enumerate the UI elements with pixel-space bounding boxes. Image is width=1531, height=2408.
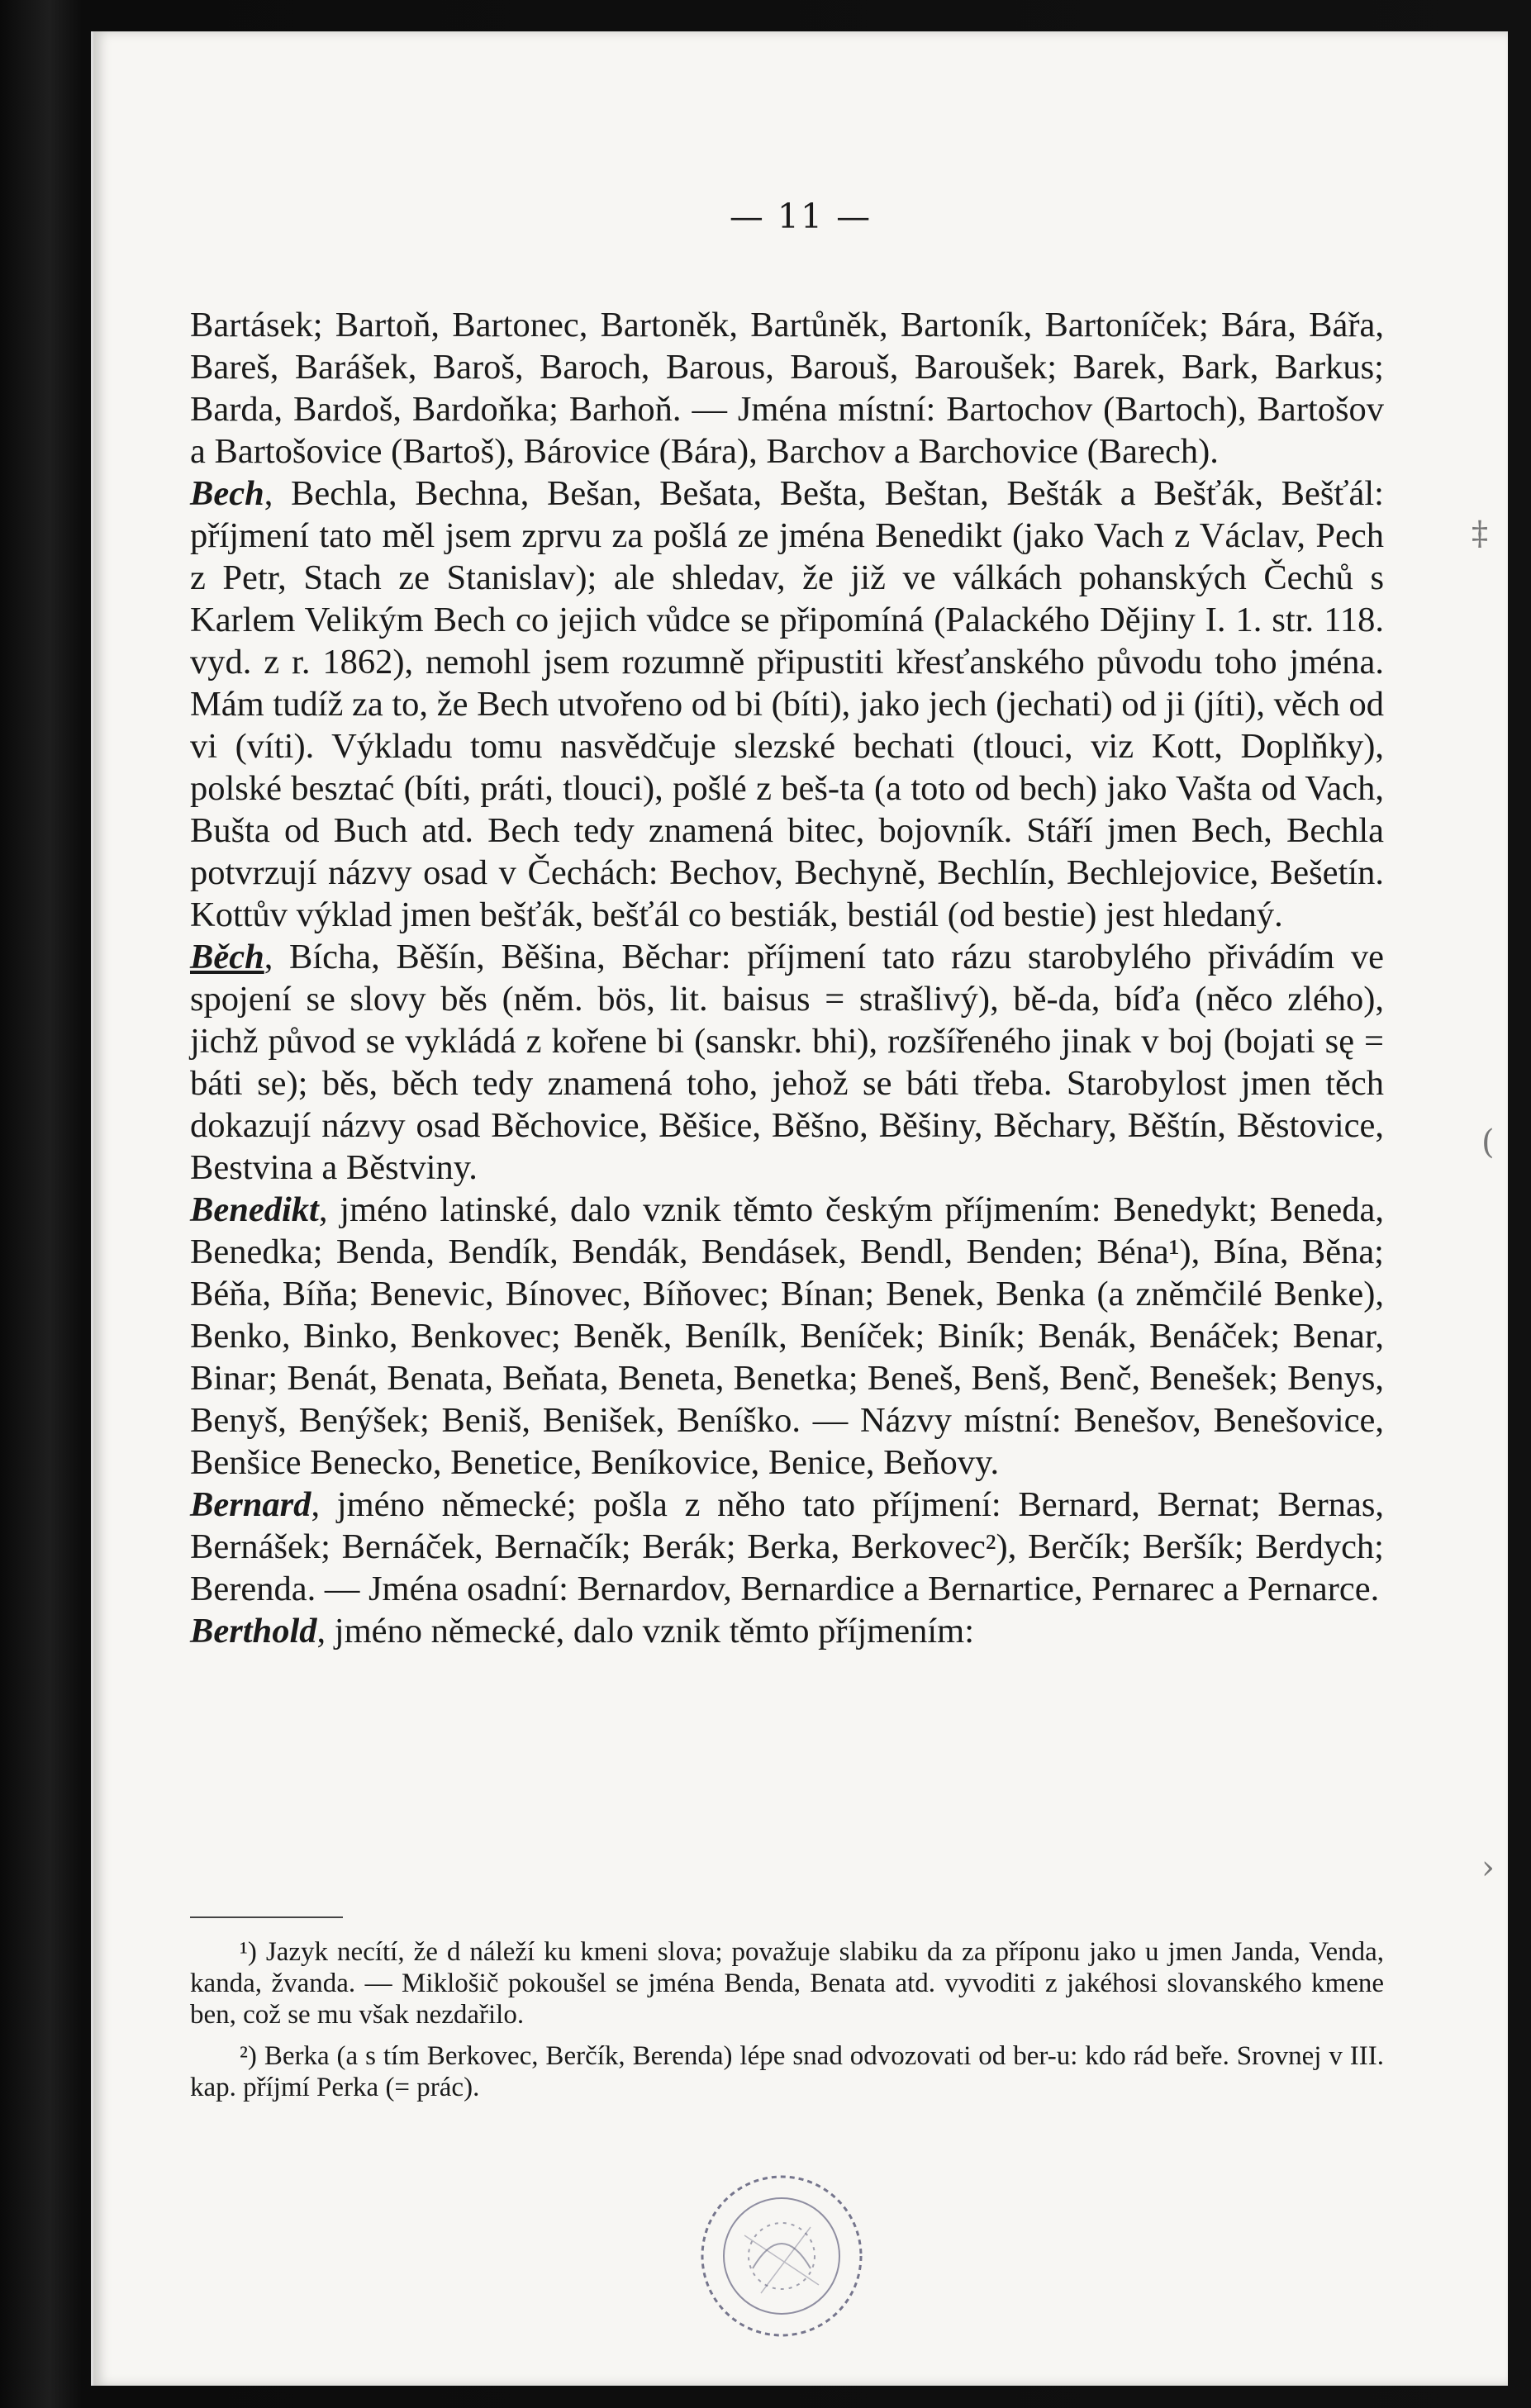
margin-mark-right-1: ‡ [1472,515,1488,553]
lemma-heading: Bernard [190,1485,311,1524]
paragraph-text: , jméno německé, dalo vznik těmto příjmením: [316,1612,975,1650]
footnote-2: ²) Berka (a s tím Berkovec, Berčík, Berenda) lépe snad odvozovati od ber-u: kdo rád beře. Srovnej v III. kap. příjmí Perka (= prác). [190,2041,1384,2102]
paragraph-benedikt [190,1189,1384,1484]
paragraph-text: , Bícha, Běšín, Běšina, Běchar: příjmení tato rázu starobylého přivádím ve spojení se slovy běs (něm. bös, lit. baisus = strašlivý), bě-da, bíďa (něco zlého), jichž původ se vykládá z kořene bi (sanskr. bhi), rozšířeného jinak v boj (bojati sę = báti se); běs, běch tedy znamená toho, jehož se báti třeba. Starobylost jmen těch dokazují názvy osad Běchovice, Běšice, Běšno, Běšiny, Běchary, Běštín, Běstovice, Bestvina a Běstviny. [190,938,1384,1187]
footnotes [190,1916,1384,2113]
paragraph-bech-2 [190,936,1384,1189]
lemma-heading: Běch [190,938,264,976]
paragraph-bernard [190,1484,1384,1610]
footnote-divider [190,1916,343,1918]
paragraph-berthold [190,1610,1384,1652]
lemma-heading: Bech [190,474,264,513]
lemma-heading: Berthold [190,1612,317,1650]
margin-mark-right-2: ( [1481,1123,1495,1161]
library-stamp-icon [695,2169,868,2343]
paragraph-text: , jméno latinské, dalo vznik těmto českým příjmením: Benedykt; Beneda, Benedka; Benda, Bendík, Bendák, Bendásek, Bendl, Benden; Béna¹), Bína, Běna; Béňa, Bíňa; Benevic, Bínovec, Bíňovec; Bínan; Benek, Benka (a zněmčilé Benke), Benko, Binko, Benkovec; Beněk, Benílk, Beníček; Biník; Benák, Benáček; Benar, Binar; Benát, Benata, Beňata, Beneta, Benetka; Beneš, Benš, Benč, Benešek; Benys, Benyš, Benýšek; Beniš, Benišek, Beníško. — Názvy místní: Benešov, Benešovice, Benšice Benecko, Benetice, Beníkovice, Benice, Beňovy. [190,1190,1384,1482]
paragraph-text: Bartásek; Bartoň, Bartonec, Bartoněk, Bartůněk, Bartoník, Bartoníček; Bára, Bářa, Bareš, Barášek, Baroš, Baroch, Barous, Barouš, Baroušek; Barek, Bark, Barkus; Barda, Bardoš, Bardoňka; Barhoň. — Jména místní: Bartochov (Bartoch), Bartošov a Bartošovice (Bartoš), Bárovice (Bára), Barchov a Barchovice (Barech). [190,306,1384,471]
book-page [91,31,1508,2386]
main-text [190,304,1384,1652]
paragraph-text: , Bechla, Bechna, Bešan, Bešata, Bešta, Beštan, Bešták a Bešťák, Bešťál: příjmení tato měl jsem zprvu za pošlá ze jména Benedikt (jako Vach z Václav, Pech z Petr, Stach ze Stanislav); ale shledav, že již ve válkách pohanských Čechů s Karlem Velikým Bech co jejich vůdce se připomíná (Palackého Dějiny I. 1. str. 118. vyd. z r. 1862), nemohl jsem rozumně připustiti křesťanského původu toho jména. Mám tudíž za to, že Bech utvořeno od bi (bíti), jako jech (jechati) od ji (jíti), věch od vi (víti). Výkladu tomu nasvědčuje slezské bechati (tlouci, viz Kott, Doplňky), polské besztać (bíti, práti, tlouci), pošlé z beš-ta (a toto od bech) jako Vašta od Vach, Bušta od Buch atd. Bech tedy znamená bitec, bojovník. Stáří jmen Bech, Bechla potvrzují názvy osad v Čechách: Bechov, Bechyně, Bechlín, Bechlejovice, Bešetín. Kottův výklad jmen bešťák, bešťál co bestiák, bestiál (od bestie) jest hledaný. [190,474,1384,934]
lemma-heading: Benedikt [190,1190,319,1229]
paragraph-bartasek [190,304,1384,473]
paragraph-bech [190,473,1384,936]
footnote-1: ¹) Jazyk necítí, že d náleží ku kmeni slova; považuje slabiku da za příponu jako u jmen Janda, Venda, kanda, žvanda. — Miklošič pokoušel se jména Benda, Benata atd. vyvoditi z jakéhosi slovanského kmene ben, což se mu však nezdařilo. [190,1937,1384,2030]
paragraph-text: , jméno německé; pošla z něho tato příjmení: Bernard, Bernat; Bernas, Bernášek; Bernáček, Bernačík; Berák; Berka, Berkovec²), Berčík; Beršík; Berdych; Berenda. — Jména osadní: Bernardov, Bernardice a Bernartice, Pernarec a Pernarce. [190,1485,1384,1608]
margin-mark-right-3: › [1481,1849,1495,1887]
page-number: — 11 — [729,197,872,236]
